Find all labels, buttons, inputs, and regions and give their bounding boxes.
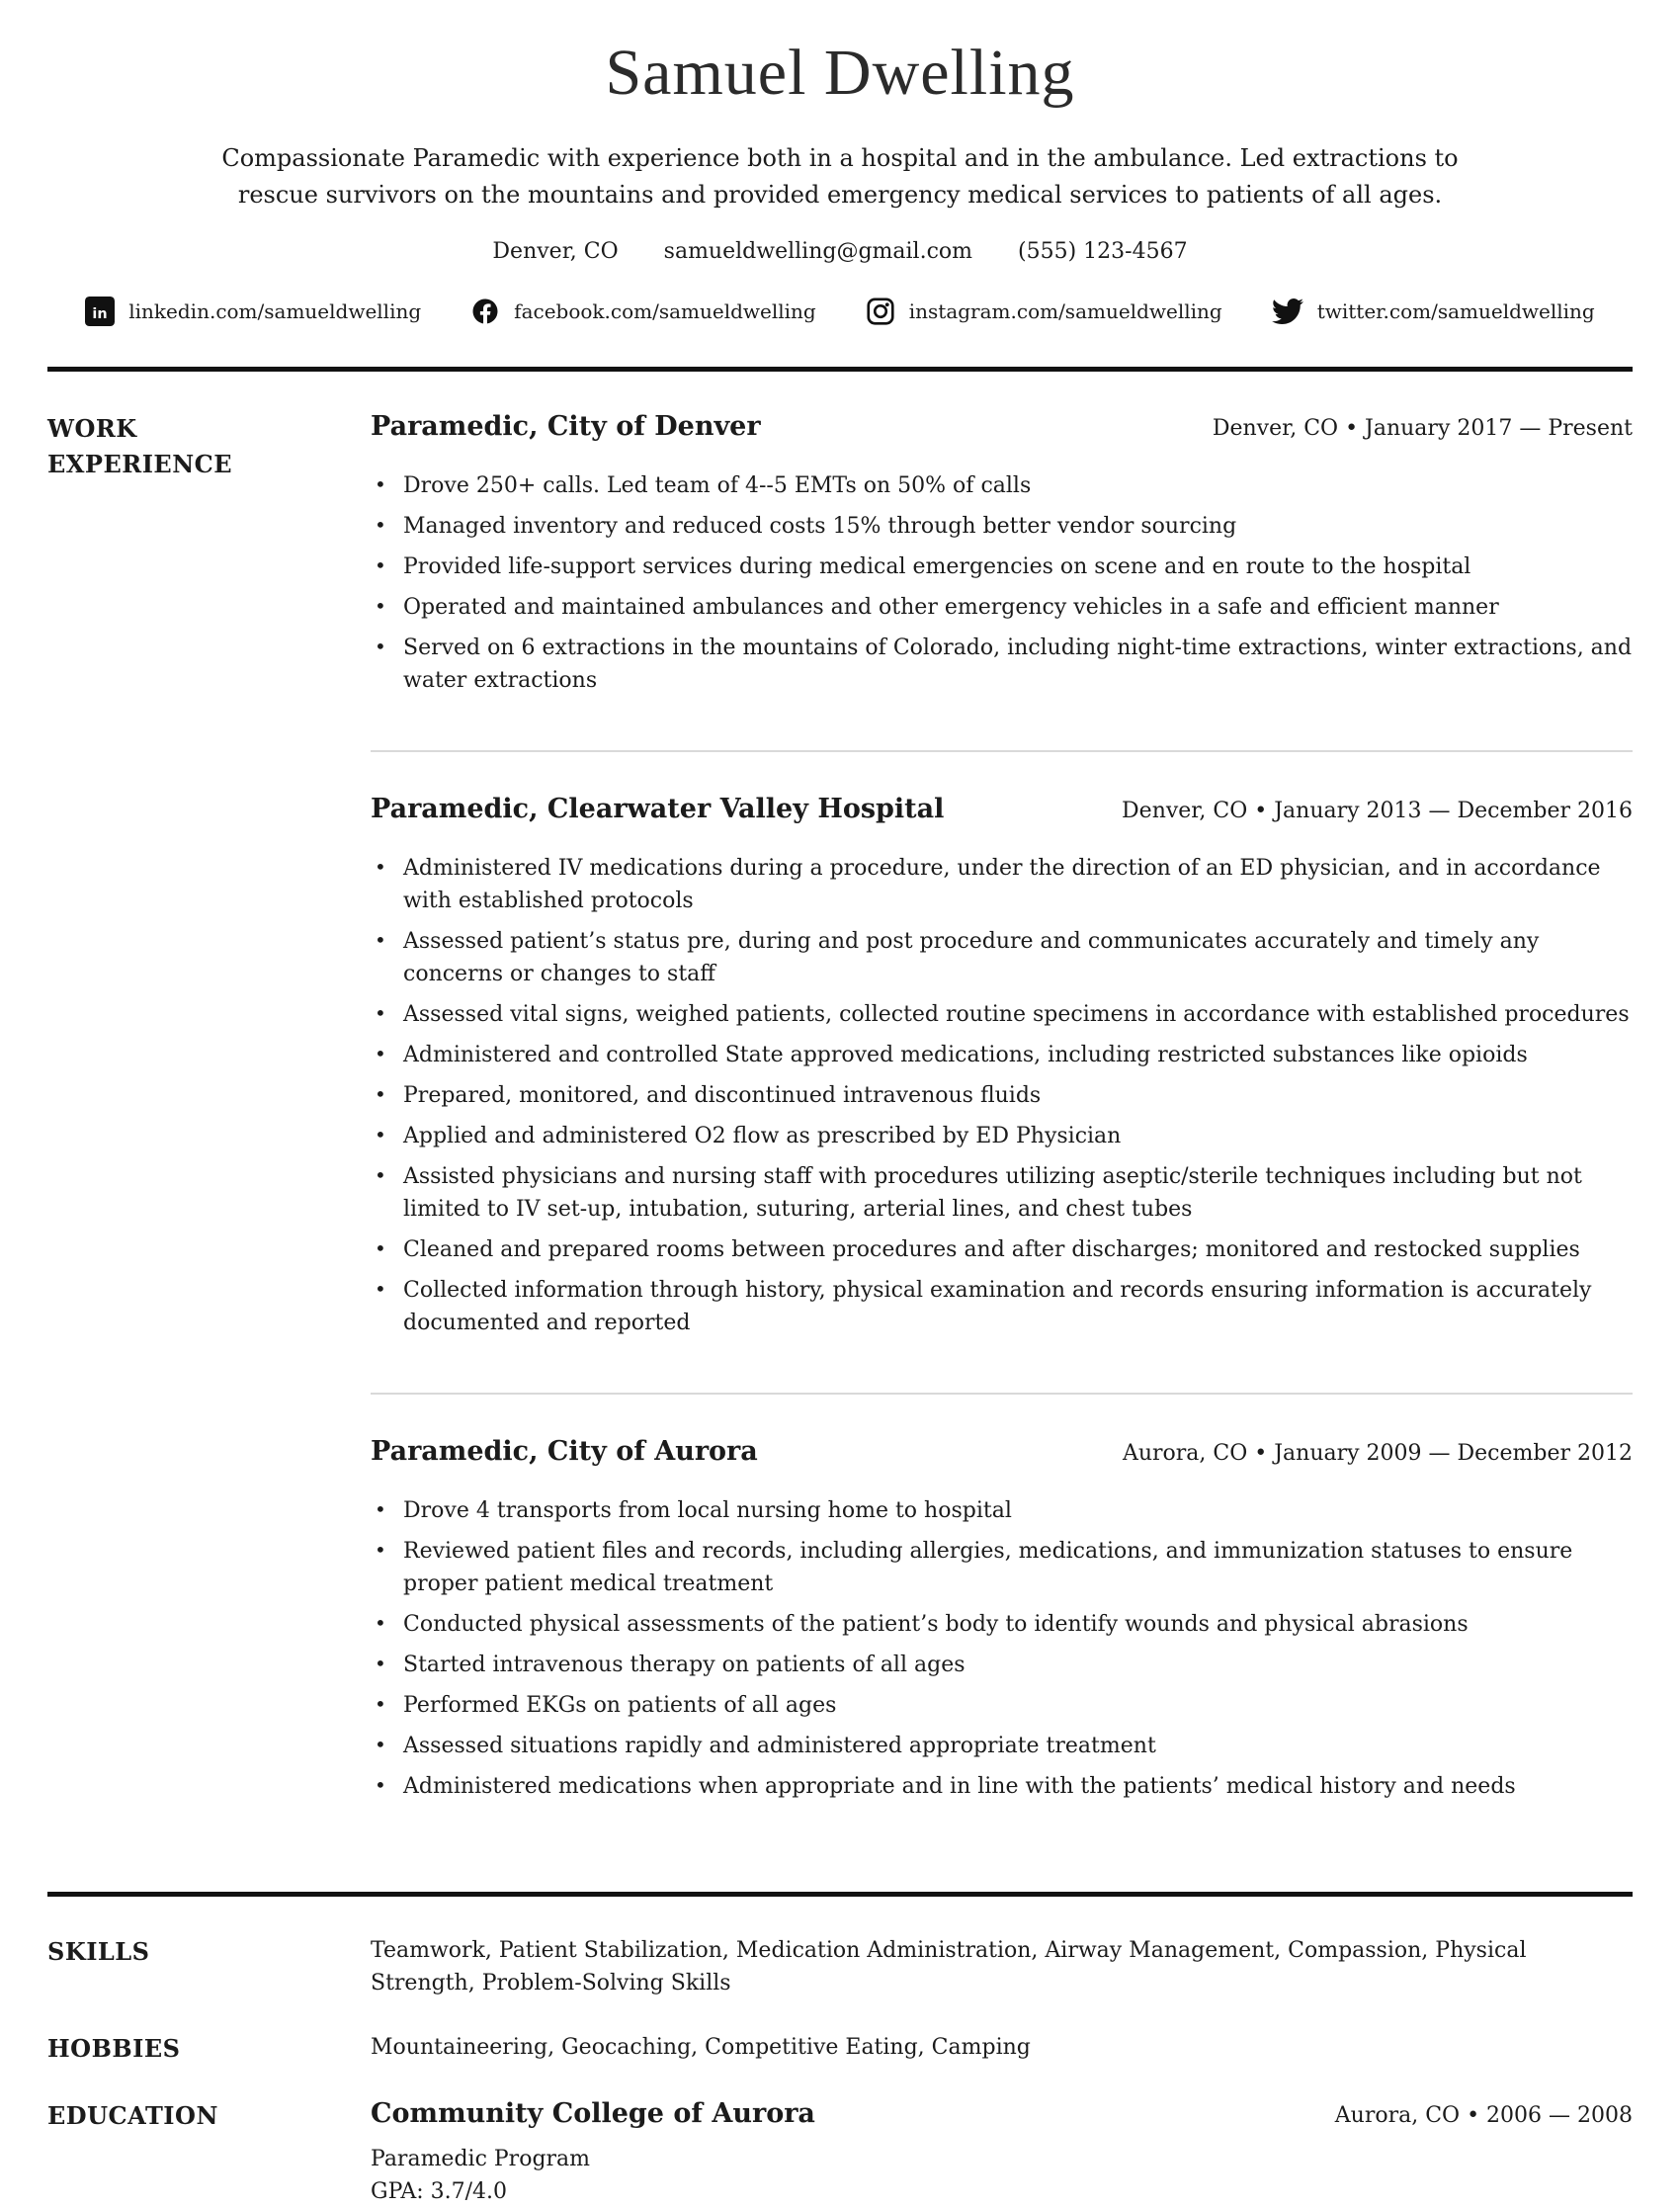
facebook-icon	[470, 297, 500, 326]
social-link-label: twitter.com/samueldwelling	[1316, 299, 1595, 324]
education-date: Aurora, CO • 2006 — 2008	[1334, 2103, 1633, 2129]
bullet-item: • Prepared, monitored, and discontinued intravenous fluids	[371, 1079, 1633, 1112]
bullet-item: • Assessed patient’s status pre, during and post procedure and communicates accurately and timely any concerns or changes to staff	[371, 925, 1633, 990]
work-jobs	[371, 411, 1633, 1811]
job-title: Paramedic, City of Aurora	[371, 1436, 758, 1468]
hobbies-label: HOBBIES	[47, 2034, 181, 2064]
bullet-item: • Cleaned and prepared rooms between procedures and after discharges; monitored and restocked supplies	[371, 1233, 1633, 1266]
bullet-item: • Assessed situations rapidly and administered appropriate treatment	[371, 1730, 1633, 1762]
bottom-block	[47, 1892, 1633, 2208]
bullet-item: • Collected information through history, physical examination and records ensuring information is accurately documented and reported	[371, 1274, 1633, 1339]
bullet-item: • Reviewed patient files and records, including allergies, medications, and immunization statuses to ensure proper patient medical treatment	[371, 1535, 1633, 1600]
job-entry	[371, 411, 1633, 697]
job-head	[371, 1436, 1633, 1467]
contact-row	[47, 239, 1633, 264]
contact-phone: (555) 123-4567	[1018, 239, 1188, 265]
job-divider	[371, 750, 1633, 752]
svg-text:in: in	[92, 306, 108, 323]
contact-email: samueldwelling@gmail.com	[663, 239, 972, 265]
bullet-item: • Started intravenous therapy on patients of all ages	[371, 1649, 1633, 1681]
bullet-item: • Administered and controlled State approved medications, including restricted substances like opioids	[371, 1039, 1633, 1071]
job-date: Aurora, CO • January 2009 — December 2012	[1122, 1441, 1633, 1467]
education-section	[47, 2098, 1633, 2208]
job-divider	[371, 1393, 1633, 1395]
social-link-label: facebook.com/samueldwelling	[514, 299, 816, 324]
bullet-item: • Served on 6 extractions in the mountains of Colorado, including night-time extractions, winter extractions, and water extractions	[371, 632, 1633, 697]
bullet-item: • Administered medications when appropriate and in line with the patients’ medical history and needs	[371, 1770, 1633, 1803]
job-title: Paramedic, City of Denver	[371, 411, 761, 443]
bullet-item: • Applied and administered O2 flow as prescribed by ED Physician	[371, 1120, 1633, 1152]
job-entry	[371, 794, 1633, 1339]
hobbies-text: Mountaineering, Geocaching, Competitive Eating, Camping	[371, 2035, 1031, 2061]
bullet-item: • Assessed vital signs, weighed patients, collected routine specimens in accordance with established procedures	[371, 998, 1633, 1031]
resume-header	[47, 36, 1633, 327]
hobbies-section	[47, 2031, 1633, 2067]
job-date: Denver, CO • January 2017 — Present	[1212, 416, 1633, 442]
social-link-label: instagram.com/samueldwelling	[908, 299, 1222, 324]
bullet-item: • Managed inventory and reduced costs 15% through better vendor sourcing	[371, 510, 1633, 543]
job-head	[371, 411, 1633, 442]
bullet-item: • Conducted physical assessments of the patient’s body to identify wounds and physical abrasions	[371, 1608, 1633, 1641]
bullet-item: • Drove 4 transports from local nursing home to hospital	[371, 1494, 1633, 1527]
education-label: EDUCATION	[47, 2101, 218, 2131]
job-title: Paramedic, Clearwater Valley Hospital	[371, 794, 945, 825]
job-entry	[371, 1436, 1633, 1803]
social-link-twitter	[1272, 296, 1595, 327]
contact-location: Denver, CO	[492, 239, 619, 265]
education-school: Community College of Aurora	[371, 2098, 815, 2130]
bullet-item: • Provided life-support services during medical emergencies on scene and en route to the hospital	[371, 551, 1633, 583]
job-bullets	[371, 1494, 1633, 1803]
social-row	[47, 296, 1633, 327]
skills-text: Teamwork, Patient Stabilization, Medication Administration, Airway Management, Compassion, Physical Strength, Problem-Solving Skills	[371, 1938, 1527, 1996]
bullet-item: • Operated and maintained ambulances and other emergency vehicles in a safe and efficient manner	[371, 591, 1633, 624]
job-date: Denver, CO • January 2013 — December 2016	[1122, 799, 1633, 824]
job-bullets	[371, 852, 1633, 1339]
bullet-item: • Administered IV medications during a procedure, under the direction of an ED physician, and in accordance with established protocols	[371, 852, 1633, 917]
skills-section	[47, 1934, 1633, 1999]
education-entry	[371, 2098, 1633, 2208]
summary-text: Compassionate Paramedic with experience both in a hospital and in the ambulance. Led extractions to rescue survivors on the mountains and provided emergency medical services to patients of all ages.	[221, 144, 1459, 210]
skills-label: SKILLS	[47, 1937, 150, 1967]
job-head	[371, 794, 1633, 824]
bullet-item: • Drove 250+ calls. Led team of 4--5 EMTs on 50% of calls	[371, 469, 1633, 502]
instagram-icon	[866, 297, 895, 326]
education-program: Paramedic Program	[371, 2147, 591, 2172]
linkedin-icon	[85, 297, 115, 326]
bullet-item: • Performed EKGs on patients of all ages	[371, 1689, 1633, 1722]
social-link-linkedin	[85, 297, 421, 326]
twitter-icon	[1272, 296, 1303, 327]
education-head	[371, 2098, 1633, 2129]
bottom-sections	[47, 1897, 1633, 2208]
work-experience-section	[47, 372, 1633, 1811]
work-experience-label: WORK EXPERIENCE	[47, 414, 233, 479]
social-link-facebook	[470, 297, 816, 326]
candidate-name: Samuel Dwelling	[605, 37, 1075, 109]
job-bullets	[371, 469, 1633, 697]
bullet-item: • Assisted physicians and nursing staff with procedures utilizing aseptic/sterile techniques including but not limited to IV set-up, intubation, suturing, arterial lines, and chest tubes	[371, 1160, 1633, 1226]
social-link-label: linkedin.com/samueldwelling	[128, 299, 422, 324]
social-link-instagram	[866, 297, 1222, 326]
education-gpa: GPA: 3.7/4.0	[371, 2179, 508, 2205]
